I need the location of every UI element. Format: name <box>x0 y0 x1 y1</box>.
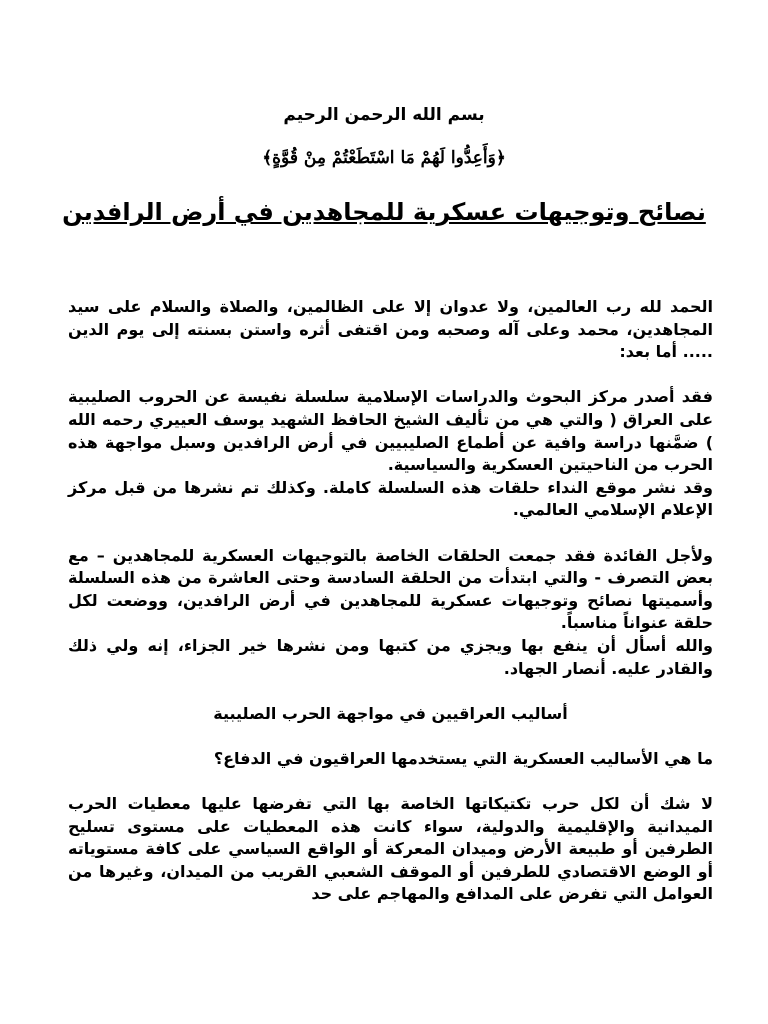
paragraph-compilation: ولأجل الفائدة فقد جمعت الحلقات الخاصة بالتوجيهات العسكرية للمجاهدين – مع بعض التصرف - والتي ابتدأت من الحلقة السادسة وحتى العاشرة من هذه السلسلة وأسميتها نصائح وتوجيهات عسكرية للمجاهدين في أرض الرافدين، ووضعت لكل حلقة عنواناً مناسباً. <box>68 545 713 633</box>
paragraph-series: فقد أصدر مركز البحوث والدراسات الإسلامية سلسلة نفيسة عن الحروب الصليبية على العراق ( والتي هي من تأليف الشيخ الحافظ الشهيد يوسف العييري رحمه الله ) ضمَّنها دراسة وافية عن أطماع الصليبيين في أرض الرافدين وسبل مواجهة هذه الحرب من الناحيتين العسكرية والسياسية. <box>68 387 713 475</box>
question-text: ما هي الأساليب العسكرية التي يستخدمها العراقيون في الدفاع؟ <box>213 748 713 768</box>
quran-verse: ﴿وَأَعِدُّوا لَهُمْ مَا اسْتَطَعْتُمْ مِنْ قُوَّةٍ﴾ <box>262 148 506 168</box>
paragraph-publication: وقد نشر موقع النداء حلقات هذه السلسلة كاملة. وكذلك تم نشرها من قبل مركز الإعلام الإسلامي العالمي. <box>68 477 713 520</box>
answer-text: لا شك أن لكل حرب تكتيكاتها الخاصة بها التي تفرضها عليها معطيات الحرب الميدانية والإقليمية والدولية، سواء كانت هذه المعطيات على مستوى تسليح الطرفين أو طبيعة الأرض وميدان المعركة أو الواقع السياسي على كافة مستوياته أو الوضع الاقتصادي للطرفين أو الموقف الشعبي القريب من الميدان، وغيرها من العوامل التي تفرض على المدافع والمهاجم على حد <box>68 794 713 904</box>
paragraph-prayer: والله أسأل أن ينفع بها ويجزي من كتبها ومن نشرها خير الجزاء، إنه ولي ذلك والقادر عليه. أنصار الجهاد. <box>68 635 713 678</box>
document-body <box>68 296 713 906</box>
document-title: نصائح وتوجيهات عسكرية للمجاهدين في أرض الرافدين <box>62 198 706 226</box>
section-heading: أساليب العراقيين في مواجهة الحرب الصليبية <box>213 703 568 723</box>
basmala: بسم الله الرحمن الرحيم <box>283 105 485 125</box>
paragraph-intro: الحمد لله رب العالمين، ولا عدوان إلا على الظالمين، والصلاة والسلام على سيد المجاهدين، محمد وعلى آله وصحبه ومن اقتفى أثره واستن بسنته إلى يوم الدين ..... أما بعد: <box>68 297 713 362</box>
